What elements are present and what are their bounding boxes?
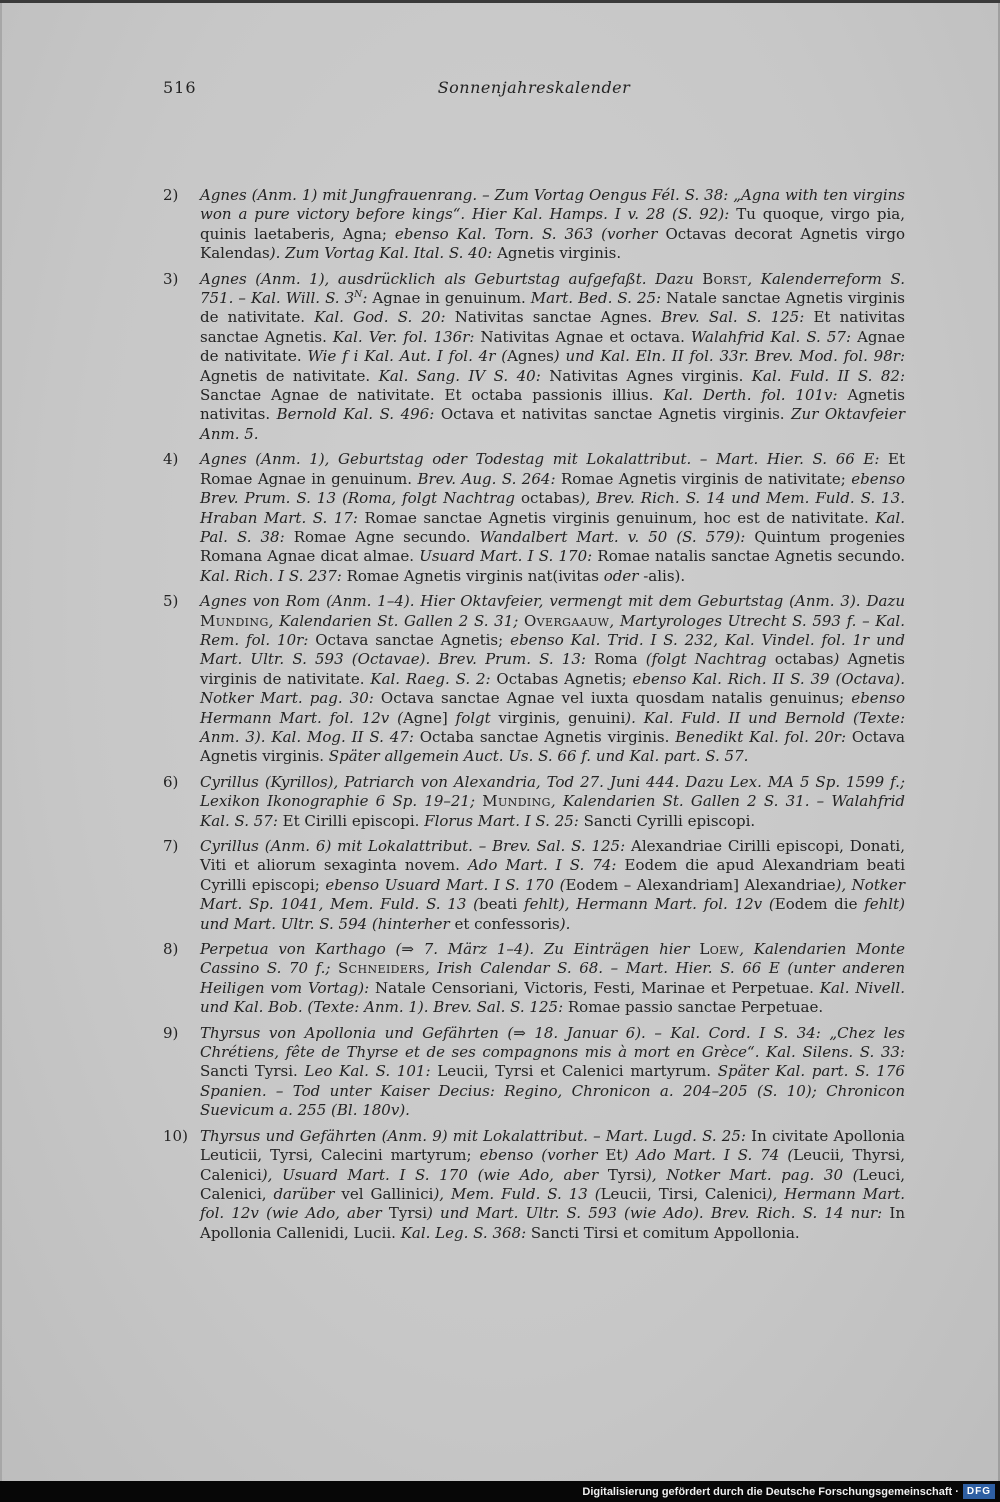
entry: [163, 186, 905, 264]
entry-text: Perpetua von Karthago (⇒ 7. März 1–4). Zu Einträgen hier Loew, Kalendarien Monte Cassino S. 70 f.; Schneiders, Irish Calendar S. 68. – Mart. Hier. S. 66 E (unter anderen Heiligen vom Vortag): Natale Censoriani, Victoris, Festi, Marinae et Perpetuae. Kal. Nivell. und Kal. Bob. (Texte: Anm. 1). Brev. Sal. S. 125: Romae passio sanctae Perpetuae.: [200, 940, 905, 1017]
entry: [163, 592, 905, 767]
entry: [163, 773, 905, 831]
entry-number: 9): [163, 1023, 179, 1042]
entry-text: Agnes (Anm. 1) mit Jungfrauenrang. – Zum Vortag Oengus Fél. S. 38: „Agna with ten virgins won a pure victory before kings“. Hier Kal. Hamps. I v. 28 (S. 92): Tu quoque, virgo pia, quinis laetaberis, Agna; ebenso Kal. Torn. S. 363 (vorher Octavas decorat Agnetis virgo Kalendas). Zum Vortag Kal. Ital. S. 40: Agnetis virginis.: [200, 186, 905, 263]
entry-number: 7): [163, 837, 179, 855]
entry-number: 4): [163, 450, 179, 469]
page-header: [163, 78, 905, 100]
entry-text: Agnes (Anm. 1), Geburtstag oder Todestag mit Lokalattribut. – Mart. Hier. S. 66 E: Et Romae Agnae in genuinum. Brev. Aug. S. 264: Romae Agnetis virginis de nativitate; ebenso Brev. Prum. S. 13 (Roma, folgt Nachtrag octabas), Brev. Rich. S. 14 und Mem. Fuld. S. 13. Hraban Mart. S. 17: Romae sanctae Agnetis virginis genuinum, hoc est de nativitate. Kal. Pal. S. 38: Romae Agne secundo. Wandalbert Mart. v. 50 (S. 579): Quintum progenies Romana Agnae dicat almae. Usuard Mart. I S. 170: Romae natalis sanctae Agnetis secundo. Kal. Rich. I S. 237: Romae Agnetis virginis nat(ivitas oder -alis).: [200, 450, 906, 585]
entry-text: Thyrsus und Gefährten (Anm. 9) mit Lokalattribut. – Mart. Lugd. S. 25: In civitate Apollonia Leuticii, Tyrsi, Calecini martyrum; ebenso (vorher Et) Ado Mart. I S. 74 (Leucii, Thyrsi, Calenici), Usuard Mart. I S. 170 (wie Ado, aber Tyrsi), Notker Mart. pag. 30 (Leuci, Calenici, darüber vel Gallinici), Mem. Fuld. S. 13 (Leucii, Tirsi, Calenici), Hermann Mart. fol. 12v (wie Ado, aber Tyrsi) und Mart. Ultr. S. 593 (wie Ado). Brev. Rich. S. 14 nur: In Apollonia Callenidi, Lucii. Kal. Leg. S. 368: Sancti Tirsi et comitum Appollonia.: [200, 1126, 906, 1242]
entry-number: 3): [163, 269, 179, 288]
entry: [163, 1127, 905, 1243]
entry-number: 6): [163, 772, 179, 791]
running-title: Sonnenjahreskalender: [437, 78, 631, 97]
page-number: 516: [163, 78, 197, 97]
entry-text: Agnes von Rom (Anm. 1–4). Hier Oktavfeier, vermengt mit dem Geburtstag (Anm. 3). Dazu Munding, Kalendarien St. Gallen 2 S. 31; Overgaauw, Martyrologes Utrecht S. 593 f. – Kal. Rem. fol. 10r: Octava sanctae Agnetis; ebenso Kal. Trid. I S. 232, Kal. Vindel. fol. 1r und Mart. Ultr. S. 593 (Octavae). Brev. Prum. S. 13: Roma (folgt Nachtrag octabas) Agnetis virginis de nativitate. Kal. Raeg. S. 2: Octabas Agnetis; ebenso Kal. Rich. II S. 39 (Octava). Notker Mart. pag. 30: Octava sanctae Agnae vel iuxta quosdam natalis genuinus; ebenso Hermann Mart. fol. 12v (Agne] folgt virginis, genuini). Kal. Fuld. II und Bernold (Texte: Anm. 3). Kal. Mog. II S. 47: Octaba sanctae Agnetis virginis. Benedikt Kal. fol. 20r: Octava Agnetis virginis. Später allgemein Auct. Us. S. 66 f. und Kal. part. S. 57.: [200, 592, 906, 766]
footer-text: Digitalisierung gefördert durch die Deutsche Forschungsgemeinschaft ·: [582, 1485, 959, 1498]
entry-text: Cyrillus (Anm. 6) mit Lokalattribut. – Brev. Sal. S. 125: Alexandriae Cirilli episcopi, Donati, Viti et aliorum sexaginta novem. Ado Mart. I S. 74: Eodem die apud Alexandriam beati Cyrilli episcopi; ebenso Usuard Mart. I S. 170 (Eodem – Alexandriam] Alexandriae), Notker Mart. Sp. 1041, Mem. Fuld. S. 13 (beati fehlt), Hermann Mart. fol. 12v (Eodem die fehlt) und Mart. Ultr. S. 594 (hinterher et confessoris).: [200, 837, 905, 933]
entry: [163, 837, 905, 934]
entries-list: [163, 186, 905, 1243]
entry-number: 8): [163, 940, 179, 959]
entry-number: 5): [163, 592, 179, 611]
entry-number: 2): [163, 186, 179, 204]
dfg-logo: DFG: [963, 1484, 995, 1499]
entry: [163, 940, 905, 1018]
entry-number: 10): [163, 1126, 188, 1145]
entry: [163, 450, 905, 586]
entry: [163, 270, 905, 445]
digitization-footer: [0, 1481, 1000, 1502]
entry: [163, 1024, 905, 1121]
entry-text: Thyrsus von Apollonia und Gefährten (⇒ 18. Januar 6). – Kal. Cord. I S. 34: „Chez les Chrétiens, fête de Thyrse et de ses compagnons mis à mort en Grèce“. Kal. Silens. S. 33: Sancti Tyrsi. Leo Kal. S. 101: Leucii, Tyrsi et Calenici martyrum. Später Kal. part. S. 176 Spanien. – Tod unter Kaiser Decius: Regino, Chronicon a. 204–205 (S. 10); Chronicon Suevicum a. 255 (Bl. 180v).: [200, 1023, 905, 1120]
entry-text: Cyrillus (Kyrillos), Patriarch von Alexandria, Tod 27. Juni 444. Dazu Lex. MA 5 Sp. 1599 f.; Lexikon Ikonographie 6 Sp. 19–21; Munding, Kalendarien St. Gallen 2 S. 31. – Walahfrid Kal. S. 57: Et Cirilli episcopi. Florus Mart. I S. 25: Sancti Cyrilli episcopi.: [200, 772, 905, 830]
entry-text: Agnes (Anm. 1), ausdrücklich als Geburtstag aufgefaßt. Dazu Borst, Kalenderreform S. 751. – Kal. Will. S. $3^N$: Agnae in genuinum. Mart. Bed. S. 25: Natale sanctae Agnetis virginis de nativitate. Kal. God. S. 20: Nativitas sanctae Agnes. Brev. Sal. S. 125: Et nativitas sanctae Agnetis. Kal. Ver. fol. 136r: Nativitas Agnae et octava. Walahfrid Kal. S. 57: Agnae de nativitate. Wie f i Kal. Aut. I fol. 4r (Agnes) und Kal. Eln. II fol. 33r. Brev. Mod. fol. 98r: Agnetis de nativitate. Kal. Sang. IV S. 40: Nativitas Agnes virginis. Kal. Fuld. II S. 82: Sanctae Agnae de nativitate. Et octaba passionis illius. Kal. Derth. fol. 101v: Agnetis nativitas. Bernold Kal. S. 496: Octava et nativitas sanctae Agnetis virginis. Zur Oktavfeier Anm. 5.: [200, 269, 906, 443]
